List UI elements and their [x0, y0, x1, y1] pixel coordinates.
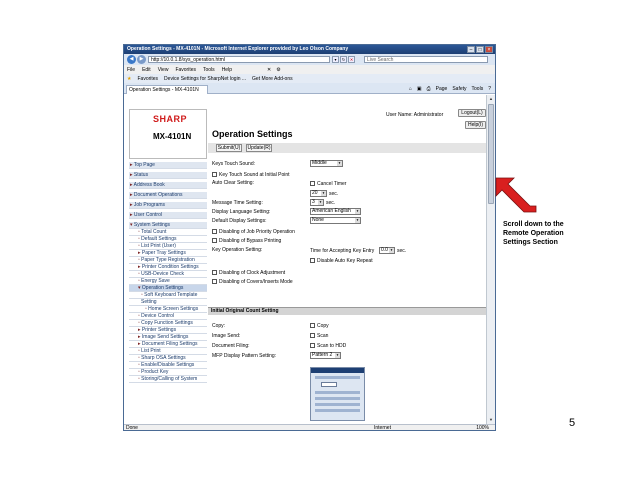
sharp-logo: SHARP — [153, 114, 188, 124]
favorite-link-2[interactable]: Get More Add-ons — [252, 75, 293, 82]
sidebar-item[interactable] — [129, 257, 207, 264]
sidebar-arrow-icon: ▸ — [138, 341, 141, 347]
sidebar-item[interactable] — [129, 222, 207, 229]
home-icon[interactable]: ⌂ — [408, 86, 412, 92]
mfp-pattern-select[interactable] — [310, 352, 341, 359]
favorites-star-icon[interactable]: ★ — [127, 75, 132, 82]
sidebar-item-label: Job Programs — [133, 202, 166, 208]
slide-page-number: 5 — [569, 417, 576, 429]
internet-zone: Internet — [374, 425, 391, 431]
submit-button[interactable]: Submit(U) — [217, 145, 241, 151]
message-time-value: 3 — [312, 199, 315, 205]
sidebar-arrow-icon: ▸ — [138, 250, 141, 256]
sidebar-item[interactable] — [129, 362, 207, 369]
url-input[interactable]: http://10.0.1.8/sys_operation.html — [148, 56, 330, 63]
annotation-line-3: Settings Section — [503, 239, 558, 246]
copy-label: Copy: — [212, 323, 226, 329]
sidebar-arrow-icon: ▾ — [130, 222, 133, 228]
logout-button[interactable]: Logout(L) — [458, 109, 486, 117]
sidebar-item[interactable] — [129, 172, 207, 179]
sidebar-arrow-icon: ▫ — [138, 229, 140, 235]
disable-job-priority-label: Disabling of Job Priority Operation — [219, 229, 295, 235]
preview-bar — [315, 391, 360, 394]
sidebar-item[interactable] — [129, 264, 207, 271]
auto-clear-label: Auto Clear Setting: — [212, 180, 254, 186]
sidebar-item-label: Energy Save — [141, 278, 170, 284]
sidebar-item-label: Setting — [141, 299, 157, 305]
sidebar-item[interactable] — [129, 250, 207, 257]
image-send-label: Image Send: — [212, 333, 241, 339]
annotation-line-2: Remote Operation — [503, 230, 564, 237]
checkbox[interactable] — [212, 270, 217, 275]
display-pattern-preview — [310, 367, 365, 421]
tab-bar — [124, 83, 495, 94]
language-select[interactable] — [310, 208, 361, 215]
chevron-down-icon: ▼ — [390, 248, 393, 252]
disable-auto-repeat-label: Disable Auto Key Repeat — [317, 258, 373, 264]
sidebar-item-label: Copy Function Settings — [141, 320, 193, 326]
sidebar-item[interactable] — [129, 292, 207, 299]
checkbox[interactable] — [212, 238, 217, 243]
sidebar-arrow-icon: ▫ — [138, 236, 140, 242]
checkbox[interactable] — [310, 323, 315, 328]
sidebar-arrow-icon: ▸ — [130, 162, 133, 168]
command-bar — [409, 86, 491, 92]
checkbox[interactable] — [310, 258, 315, 263]
sec-label-2: sec. — [326, 200, 336, 206]
sidebar-arrow-icon: ▫ — [145, 306, 147, 312]
sidebar-item-label: Document Filing Settings — [141, 341, 198, 347]
maximize-button[interactable]: □ — [476, 46, 484, 53]
sidebar-item-label: Soft Keyboard Template — [144, 292, 198, 298]
sidebar-item[interactable] — [129, 327, 207, 334]
chevron-down-icon: ▼ — [356, 218, 359, 222]
sidebar-arrow-icon: ▸ — [130, 192, 133, 198]
cmd-page[interactable]: Page — [435, 86, 448, 92]
disable-bypass[interactable] — [212, 238, 281, 244]
sidebar-item[interactable] — [129, 278, 207, 285]
checkbox[interactable] — [212, 279, 217, 284]
key-touch-initial-label: Key Touch Sound at Initial Point — [219, 172, 290, 178]
message-time-label: Message Time Setting: — [212, 200, 263, 206]
sidebar-arrow-icon: ▫ — [141, 292, 143, 298]
sidebar-arrow-icon: ▾ — [138, 285, 141, 291]
sidebar-item[interactable] — [129, 285, 207, 292]
sidebar-item[interactable] — [129, 341, 207, 348]
cmd-tools[interactable]: Tools — [471, 86, 484, 92]
sidebar-item-label: User Control — [133, 212, 162, 218]
checkbox[interactable] — [310, 181, 315, 186]
sidebar-item-label: Printer Settings — [141, 327, 177, 333]
scroll-up-icon[interactable]: ▲ — [489, 96, 493, 101]
sidebar-arrow-icon: ▸ — [130, 182, 133, 188]
favorites-bar — [124, 74, 495, 83]
sidebar-arrow-icon: ▫ — [138, 376, 140, 382]
dropdown-icon[interactable]: ▾ — [332, 56, 339, 63]
refresh-icon[interactable]: ↻ — [341, 57, 346, 62]
menu-file[interactable]: File — [127, 66, 136, 73]
key-entry-select[interactable] — [379, 247, 395, 254]
disable-covers-label: Disabling of Covers/Inserts Mode — [219, 279, 293, 285]
chevron-down-icon: ▼ — [338, 161, 341, 165]
sidebar-arrow-icon: ▸ — [138, 327, 141, 333]
preview-bar — [315, 397, 360, 400]
default-display-select[interactable] — [310, 217, 361, 224]
sidebar-item[interactable] — [129, 320, 207, 327]
sidebar-arrow-icon: ▫ — [138, 355, 140, 361]
initial-count-heading: Initial Original Count Setting — [208, 307, 486, 315]
sidebar-item-label: Device Control — [141, 313, 174, 319]
sidebar-item[interactable] — [129, 182, 207, 189]
disable-clock[interactable] — [212, 270, 285, 276]
checkbox[interactable] — [310, 343, 315, 348]
stop-icon[interactable]: ✕ — [349, 57, 354, 62]
document-filing-label: Document Filing: — [212, 343, 250, 349]
action-bar — [208, 143, 486, 153]
sidebar-item[interactable] — [129, 162, 207, 169]
disable-auto-repeat[interactable] — [310, 258, 373, 264]
tab-operation-settings[interactable]: Operation Settings - MX-4101N — [126, 85, 208, 94]
sidebar-arrow-icon: ▫ — [138, 320, 140, 326]
sidebar-item[interactable] — [129, 236, 207, 243]
chevron-down-icon: ▼ — [336, 353, 339, 357]
keys-touch-label: Keys Touch Sound: — [212, 161, 255, 167]
checkbox[interactable] — [212, 172, 217, 177]
help-button[interactable]: Help(I) — [465, 121, 486, 129]
minimize-button[interactable]: – — [467, 46, 475, 53]
sidebar-arrow-icon: ▫ — [138, 369, 140, 375]
mfp-display-label: MFP Display Pattern Setting: — [212, 353, 277, 359]
copy-checkbox-row[interactable] — [310, 323, 329, 329]
sidebar-item-label: Paper Type Registration — [141, 257, 195, 263]
annotation-line-1: Scroll down to the — [503, 221, 564, 228]
search-input[interactable]: Live Search — [364, 56, 488, 63]
menu-favorites[interactable]: Favorites — [175, 66, 196, 73]
sidebar-item[interactable] — [129, 313, 207, 320]
sec-label-1: sec. — [329, 191, 339, 197]
page-title: Operation Settings — [212, 129, 293, 139]
preview-bar — [315, 409, 360, 412]
sidebar-arrow-icon: ▫ — [138, 271, 140, 277]
checkbox[interactable] — [310, 333, 315, 338]
mfp-pattern-value: Pattern 2 — [312, 352, 333, 358]
preview-bar — [315, 403, 360, 406]
time-key-entry-label: Time for Accepting Key Entry — [310, 248, 375, 254]
help-icon[interactable]: ? — [488, 86, 491, 92]
print-icon[interactable]: ⎙ — [426, 86, 431, 92]
sidebar-item-label: Home Screen Settings — [148, 306, 199, 312]
disable-clock-label: Disabling of Clock Adjustment — [219, 270, 286, 276]
cancel-timer-label: Cancel Timer — [317, 181, 347, 187]
favorites-label[interactable]: Favorites — [137, 75, 159, 82]
menu-bar — [124, 65, 495, 74]
sidebar-item-label: Top Page — [133, 162, 155, 168]
sidebar-item[interactable] — [129, 376, 207, 383]
sidebar-item[interactable] — [129, 271, 207, 278]
toolbar-icons — [267, 67, 281, 73]
keys-touch-value: Middle — [312, 160, 327, 166]
auto-clear-select[interactable] — [310, 190, 327, 197]
address-bar — [124, 54, 495, 65]
sidebar-item[interactable] — [129, 355, 207, 362]
sidebar-item-label: Operation Settings — [141, 285, 184, 291]
forward-icon[interactable]: ▶ — [137, 55, 146, 64]
copy-checkbox-label: Copy — [317, 323, 329, 329]
preview-button — [321, 382, 337, 387]
scan-hdd-checkbox-row[interactable] — [310, 343, 346, 349]
sidebar-item[interactable] — [129, 299, 207, 306]
scan-checkbox-row[interactable] — [310, 333, 328, 339]
default-display-value: None — [312, 217, 324, 223]
key-touch-initial[interactable] — [212, 172, 290, 178]
back-icon[interactable]: ◀ — [127, 55, 136, 64]
window-title: Operation Settings - MX-4101N - Microsoft Internet Explorer provided by Leo Olson Company — [124, 45, 495, 54]
sidebar-item[interactable] — [129, 192, 207, 199]
default-display-label: Default Display Settings: — [212, 218, 267, 224]
sidebar-item-label: Total Count — [141, 229, 167, 235]
scan-hdd-checkbox-label: Scan to HDD — [317, 343, 347, 349]
disable-job-priority[interactable] — [212, 229, 295, 235]
sidebar-arrow-icon: ▫ — [138, 278, 140, 284]
checkbox[interactable] — [212, 229, 217, 234]
cmd-safety[interactable]: Safety — [452, 86, 467, 92]
sidebar-arrow-icon: ▫ — [138, 257, 140, 263]
status-text: Done — [126, 425, 138, 431]
sidebar-item[interactable] — [129, 348, 207, 355]
browser-window — [123, 44, 496, 431]
scroll-thumb[interactable] — [488, 104, 494, 204]
sidebar-arrow-icon: ▫ — [138, 362, 140, 368]
sidebar-arrow-icon: ▸ — [138, 334, 141, 340]
display-language-label: Display Language Setting: — [212, 209, 271, 215]
close-button[interactable]: × — [485, 46, 493, 53]
preview-bar — [315, 376, 360, 379]
sidebar-arrow-icon: ▸ — [138, 264, 141, 270]
red-arrow-icon — [496, 178, 536, 212]
sidebar-item-label: Status — [133, 172, 149, 178]
tools-icon[interactable]: ⚙ — [276, 66, 281, 73]
feeds-icon[interactable]: ▣ — [416, 86, 422, 92]
sidebar-item[interactable] — [129, 202, 207, 209]
chevron-down-icon: ▼ — [319, 200, 322, 204]
chevron-down-icon: ▼ — [356, 209, 359, 213]
sidebar — [129, 162, 207, 383]
vertical-scrollbar[interactable] — [486, 95, 495, 424]
sidebar-item-label: List Print — [141, 348, 161, 354]
menu-tools[interactable]: Tools — [203, 66, 215, 73]
sidebar-arrow-icon: ▸ — [130, 202, 133, 208]
menu-view[interactable]: View — [157, 66, 169, 73]
user-name: User Name: Administrator — [386, 112, 444, 118]
sidebar-item-label: USB-Device Check — [141, 271, 184, 277]
sidebar-item[interactable] — [129, 243, 207, 250]
annotation-text — [503, 220, 564, 247]
favorite-link-1[interactable]: Device Settings for SharpNet login ... — [164, 75, 247, 82]
sidebar-arrow-icon: ▫ — [138, 243, 140, 249]
menu-help[interactable]: Help — [221, 66, 232, 73]
sidebar-item-label: Sharp OSA Settings — [141, 355, 186, 361]
sidebar-item[interactable] — [129, 306, 207, 313]
sidebar-item-label: Document Operations — [133, 192, 183, 198]
sidebar-arrow-icon: ▸ — [130, 212, 133, 218]
window-controls — [467, 46, 493, 53]
page-content — [124, 95, 486, 424]
sidebar-item[interactable] — [129, 369, 207, 376]
model-name: MX-4101N — [153, 132, 192, 141]
chevron-down-icon: ▼ — [322, 191, 325, 195]
key-entry-value: 0.0 — [381, 247, 388, 253]
language-value: American English — [312, 208, 351, 214]
sidebar-item-label: Storing/Calling of System — [141, 376, 198, 382]
sidebar-item-label: Paper Tray Settings — [141, 250, 186, 256]
scan-checkbox-label: Scan — [317, 333, 329, 339]
sidebar-arrow-icon: ▫ — [138, 313, 140, 319]
sidebar-item[interactable] — [129, 212, 207, 219]
sidebar-arrow-icon: ▸ — [130, 172, 133, 178]
sidebar-arrow-icon: ▫ — [138, 348, 140, 354]
close-x-icon[interactable]: ✕ — [266, 66, 272, 73]
keys-touch-select[interactable] — [310, 160, 343, 167]
status-bar — [124, 424, 495, 431]
disable-bypass-label: Disabling of Bypass Printing — [219, 238, 282, 244]
zoom-level[interactable]: 100% — [476, 425, 489, 431]
sidebar-item[interactable] — [129, 334, 207, 341]
sidebar-item-label: System Settings — [133, 222, 171, 228]
sidebar-item-label: Enable/Disable Settings — [141, 362, 195, 368]
sidebar-item-label: Address Book — [133, 182, 165, 188]
update-button[interactable]: Update(R) — [247, 145, 271, 151]
sidebar-item[interactable] — [129, 229, 207, 236]
auto-clear-value: 20 — [312, 190, 318, 196]
sidebar-item-label: Product Key — [141, 369, 169, 375]
message-time-select[interactable] — [310, 199, 324, 206]
sec-label-3: sec. — [397, 248, 407, 254]
sidebar-item-label: Printer Condition Settings — [141, 264, 199, 270]
menu-edit[interactable]: Edit — [142, 66, 151, 73]
sidebar-item-label: Image Send Settings — [141, 334, 189, 340]
sidebar-item-label: List Print (User) — [141, 243, 176, 249]
preview-header — [311, 368, 364, 373]
disable-covers[interactable] — [212, 279, 293, 285]
sidebar-item-label: Default Settings — [141, 236, 177, 242]
cancel-timer[interactable] — [310, 181, 346, 187]
key-operation-label: Key Operation Setting: — [212, 247, 263, 253]
scroll-down-icon[interactable]: ▼ — [489, 417, 493, 422]
